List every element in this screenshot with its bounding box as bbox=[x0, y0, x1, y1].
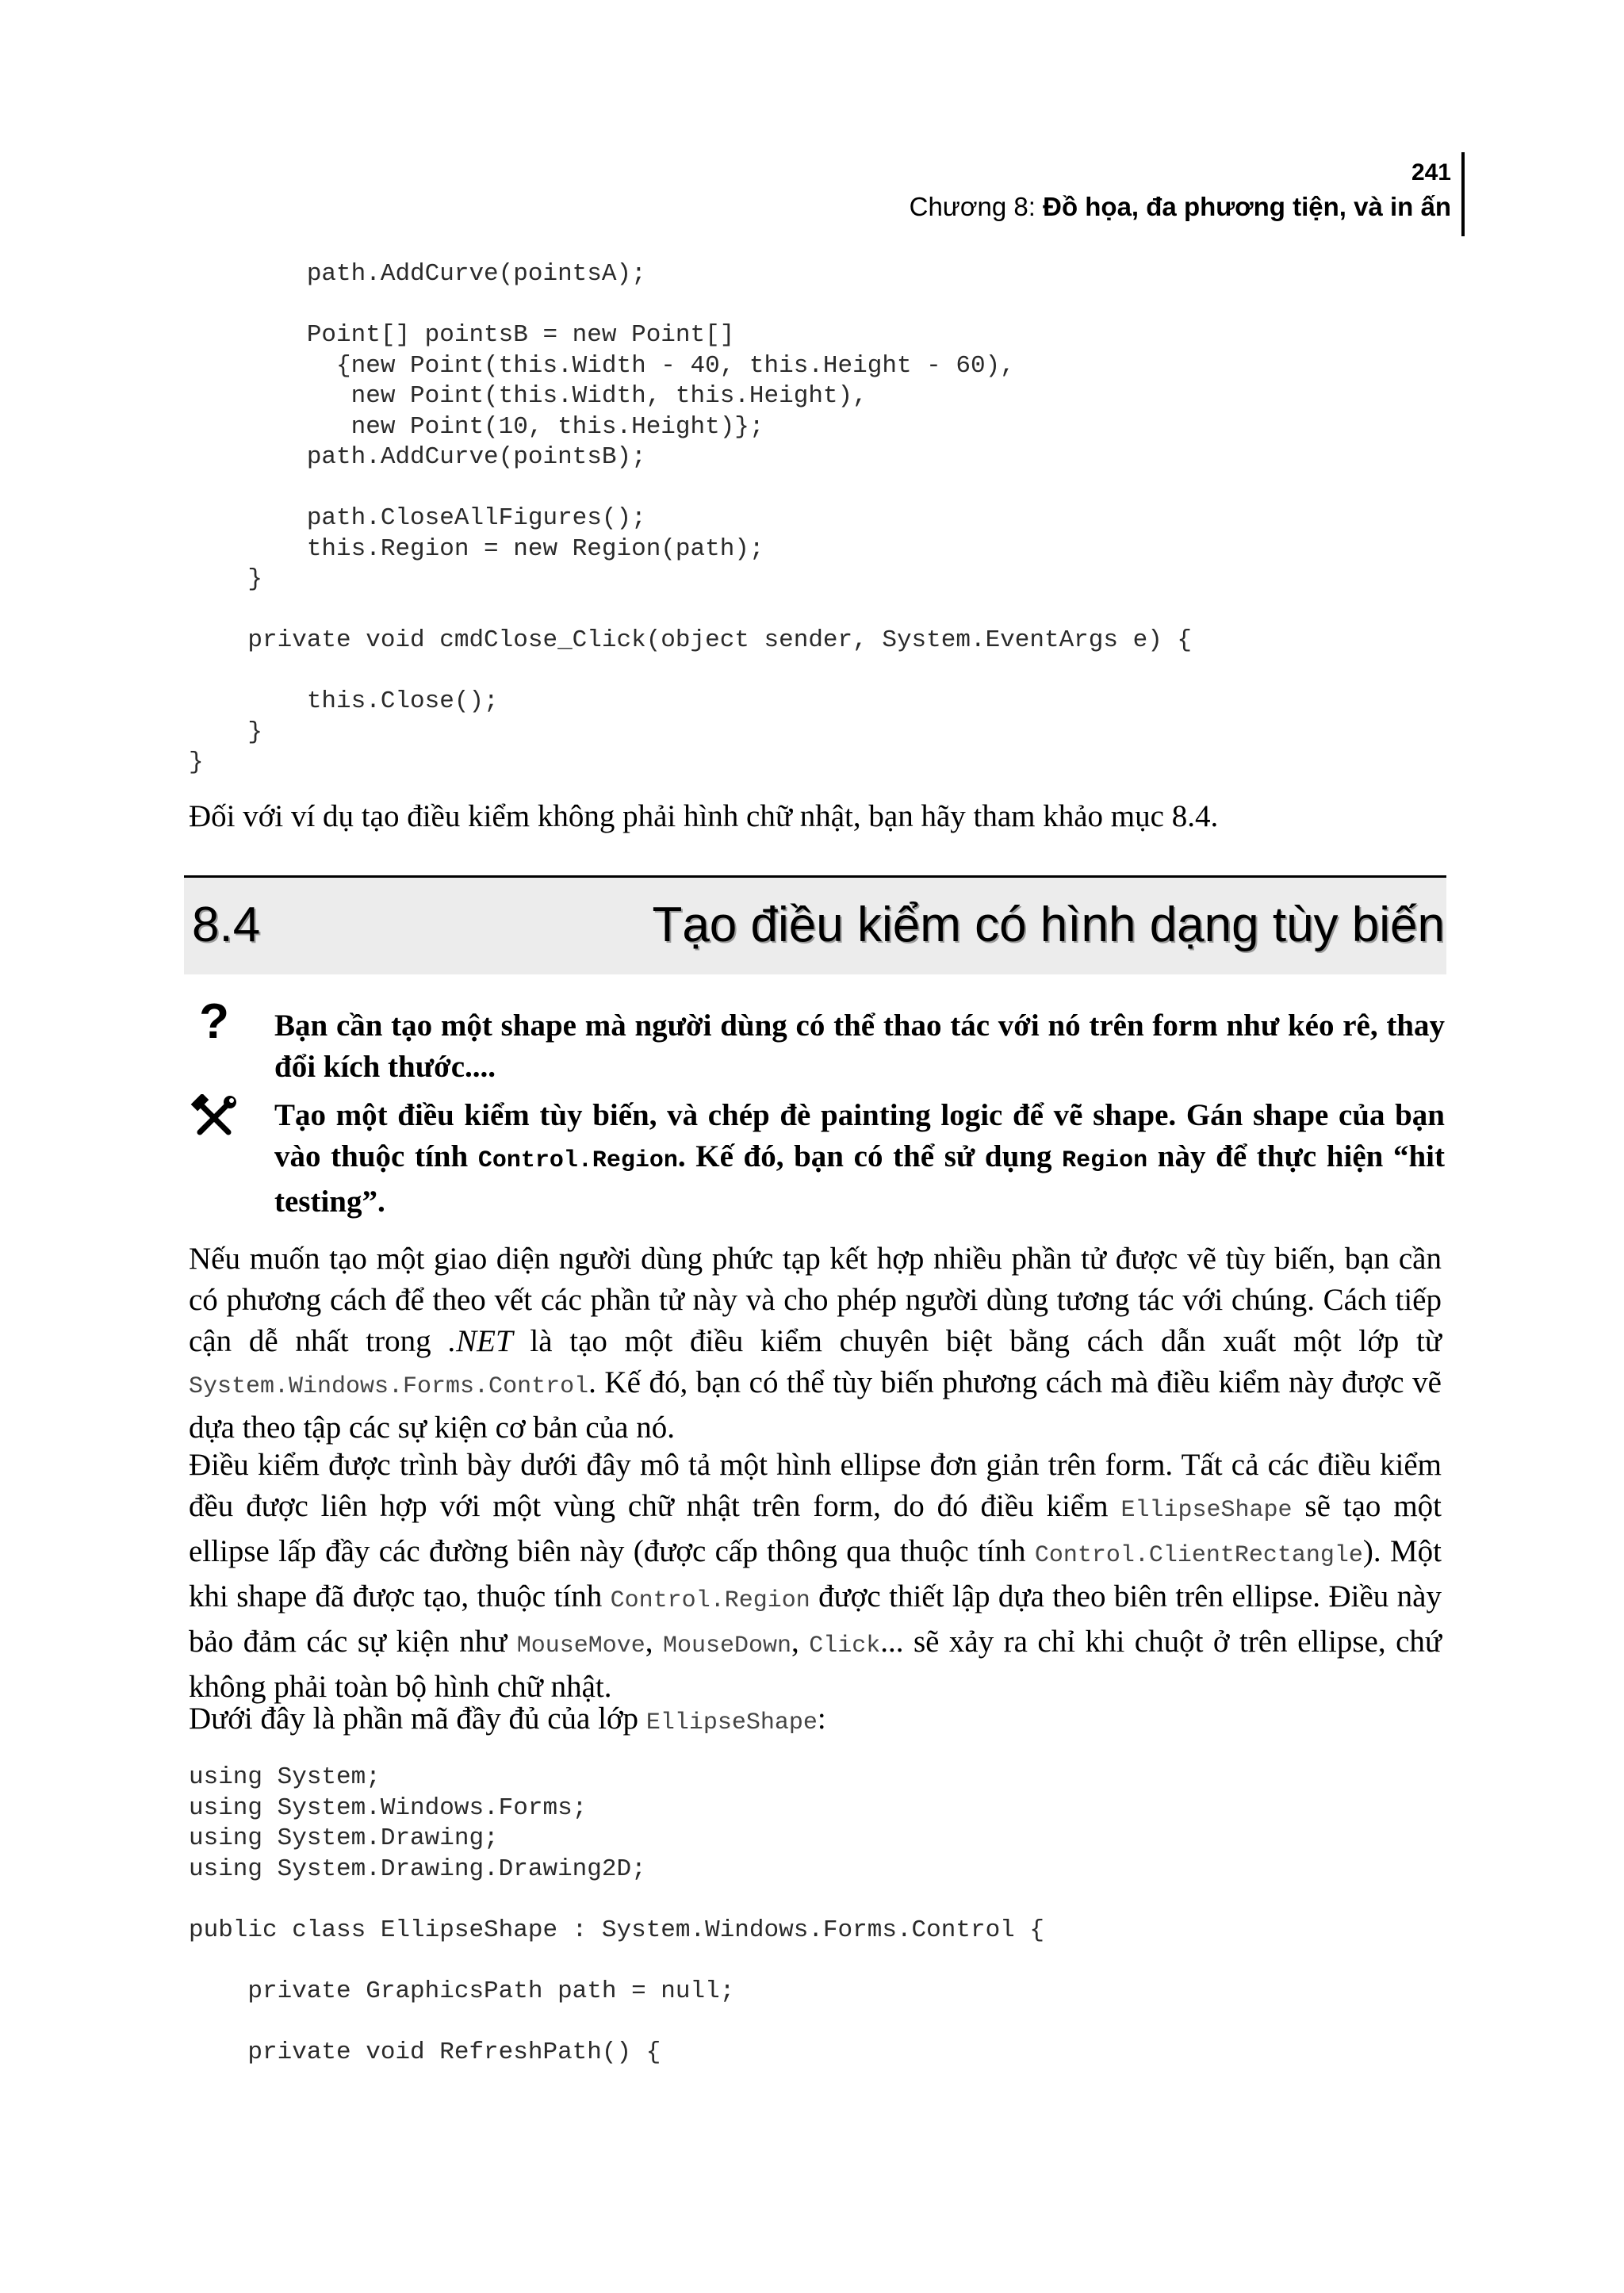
inline-code: System.Windows.Forms.Control bbox=[189, 1373, 589, 1400]
paragraph-text: được thiết lập dựa theo biên trên ellipse. Điều này bảo đảm các sự kiện như bbox=[189, 1579, 1442, 1659]
paragraph-ellipse-description bbox=[189, 1445, 1442, 1708]
solution-text-2: . Kế đó, bạn có thể sử dụng bbox=[677, 1139, 1063, 1173]
running-header bbox=[910, 157, 1451, 225]
paragraph-intro bbox=[189, 1238, 1442, 1449]
inline-code: EllipseShape bbox=[1120, 1497, 1293, 1524]
problem-statement: Bạn cần tạo một shape mà người dùng có thể thao tác với nó trên form như kéo rê, thay đổi kích thước.... bbox=[274, 1009, 1445, 1084]
question-mark-icon bbox=[190, 997, 238, 1044]
solution-statement bbox=[274, 1095, 1445, 1223]
chapter-name: Đồ họa, đa phương tiện, và in ấn bbox=[1043, 192, 1451, 221]
dotnet-emphasis: .NET bbox=[448, 1324, 513, 1358]
paragraph-text: Điều kiểm được trình bày dưới đây mô tả một hình ellipse đơn giản trên form. Tất cả các điều kiểm đều được liên hợp với một vùng chữ nhật trên form, do đó điều kiểm bbox=[189, 1448, 1442, 1523]
solution-code-control-region: Control.Region bbox=[477, 1147, 678, 1174]
header-rule bbox=[1461, 152, 1465, 236]
paragraph-text: Dưới đây là phần mã đầy đủ của lớp bbox=[189, 1702, 646, 1736]
code-block-bottom: using System; using System.Windows.Forms; using System.Drawing; using System.Drawing.Drawing2D; public class EllipseShape : System.Windows.Forms.Control { private GraphicsPath path = null; private void RefreshPath() { bbox=[189, 1763, 1044, 2066]
paragraph-text: , bbox=[791, 1625, 810, 1659]
paragraph-reference: Đối với ví dụ tạo điều kiểm không phải hình chữ nhật, bạn hãy tham khảo mục 8.4. bbox=[189, 799, 1219, 833]
solution-code-region: Region bbox=[1062, 1147, 1148, 1174]
inline-code: Click bbox=[809, 1633, 881, 1659]
inline-code: Control.Region bbox=[610, 1587, 810, 1614]
paragraph-text: là tạo một điều kiểm chuyên biệt bằng cách dẫn xuất một lớp từ bbox=[512, 1324, 1442, 1358]
chapter-prefix: Chương 8: bbox=[909, 192, 1044, 221]
paragraph-text: ... sẽ xảy ra chỉ khi chuột ở trên ellipse, chứ không phải toàn bộ hình chữ nhật. bbox=[189, 1625, 1442, 1704]
inline-code: Control.ClientRectangle bbox=[1034, 1542, 1363, 1569]
inline-code: MouseDown bbox=[662, 1633, 791, 1659]
paragraph-text: . Kế đó, bạn có thể tùy biến phương cách mà điều kiểm này được vẽ dựa theo tập các sự kiện cơ bản của nó. bbox=[189, 1365, 1442, 1445]
inline-code: EllipseShape bbox=[645, 1709, 818, 1736]
svg-text:?: ? bbox=[199, 997, 229, 1044]
chapter-title bbox=[910, 189, 1451, 225]
solution-text-1: Tạo một điều kiểm tùy biến, và chép đè painting logic để vẽ shape. Gán shape của bạn vào thuộc tính bbox=[274, 1098, 1445, 1173]
paragraph-text: sẽ tạo một ellipse lấp đầy các đường biên này (được cấp thông qua thuộc tính bbox=[189, 1489, 1442, 1568]
paragraph-text: , bbox=[645, 1625, 663, 1659]
paragraph-text: Nếu muốn tạo một giao diện người dùng phức tạp kết hợp nhiều phần tử được vẽ tùy biến, bạn cần có phương cách để theo vết các phần tử này và cho phép người dùng tương tác với chúng. Cách tiếp cận dễ nhất trong bbox=[189, 1242, 1442, 1358]
inline-code: MouseMove bbox=[516, 1633, 645, 1659]
page-number: 241 bbox=[1411, 159, 1451, 186]
solution-text-3: này để thực hiện “hit testing”. bbox=[274, 1139, 1445, 1219]
paragraph-text: : bbox=[817, 1702, 826, 1736]
section-number: 8.4 bbox=[192, 898, 261, 952]
paragraph-text: ). Một khi shape đã được tạo, thuộc tính bbox=[189, 1534, 1442, 1614]
paragraph-code-intro bbox=[189, 1698, 1442, 1744]
code-block-top: path.AddCurve(pointsA); Point[] pointsB = new Point[] {new Point(this.Width - 40, this.Height - 60), new Point(this.Width, this.Height), new Point(10, this.Height)}; path.AddCurve(pointsB); path.CloseAllFigures(); this.Region = new Region(path); } private void cmdClose_Click(object sender, System.EventArgs e) { this.Close(); } } bbox=[189, 260, 1193, 776]
section-title: Tạo điều kiểm có hình dạng tùy biến bbox=[652, 898, 1445, 952]
tools-icon bbox=[190, 1094, 238, 1142]
